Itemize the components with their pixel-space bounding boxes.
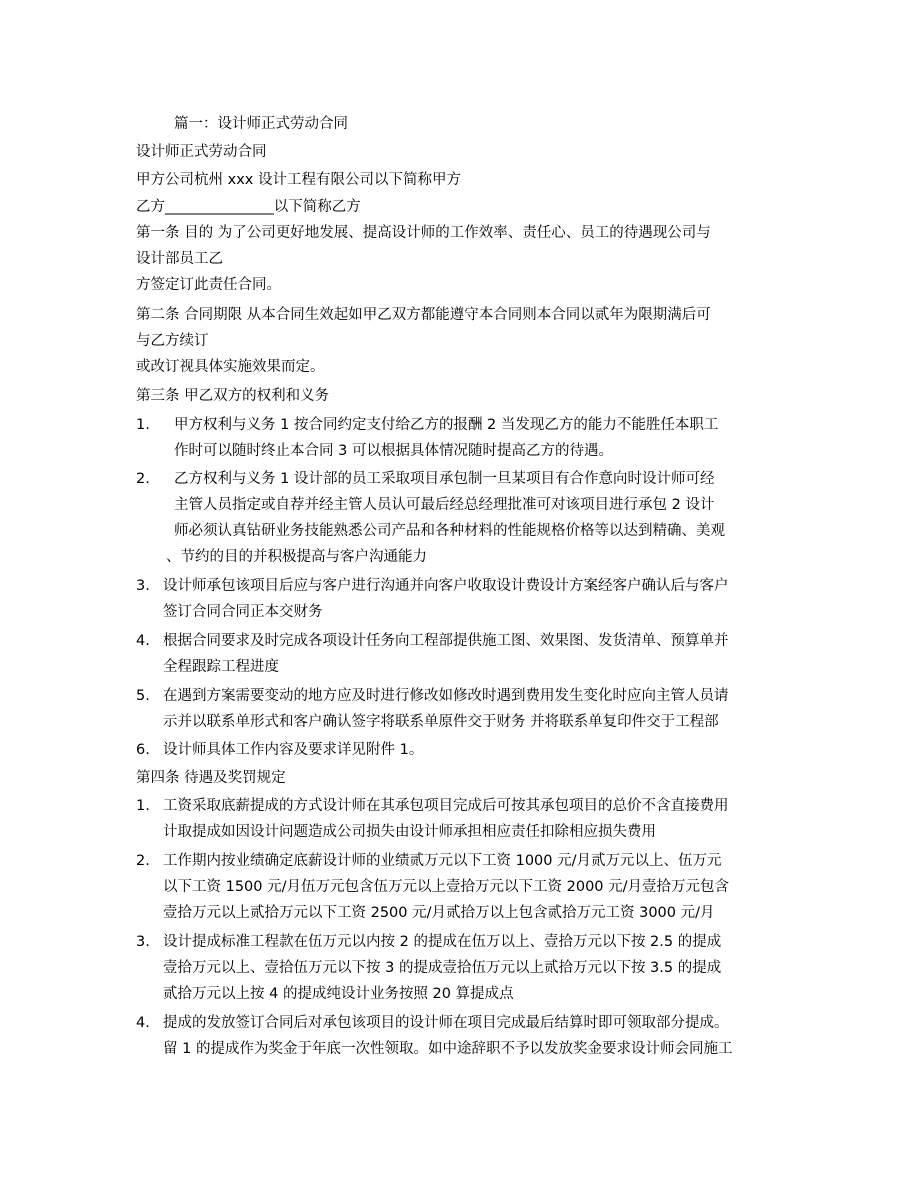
list-item-text: 主管人员指定或自荐并经主管人员认可最后经总经理批准可对该项目进行承包 2 设计 (174, 497, 715, 513)
article-3-title: 第三条 甲乙双方的权利和义务 (136, 388, 330, 404)
party-b-line: 乙方_______________以下简称乙方 (136, 199, 361, 215)
contract-title: 设计师正式劳动合同 (136, 144, 267, 160)
list-item-text: 工作期内按业绩确定底薪设计师的业绩贰万元以下工资 1000 元/月贰万元以上、伍万元 (163, 853, 722, 869)
list-item-text: 留 1 的提成作为奖金于年底一次性领取。如中途辞职不予以发放奖金要求设计师会同施工 (163, 1041, 733, 1057)
article-1-line-1: 第一条 目的 为了公司更好地发展、提高设计师的工作效率、责任心、员工的待遇现公司与 (136, 225, 711, 241)
list-item-text: 作时可以随时终止本合同 3 可以根据具体情况随时提高乙方的待遇。 (174, 443, 613, 459)
list-item-text: 师必须认真钻研业务技能熟悉公司产品和各种材料的性能规格价格等以达到精确、美观 (174, 523, 725, 539)
article-4-title: 第四条 待遇及奖罚规定 (136, 770, 286, 786)
list-item-number: 3. (136, 934, 150, 950)
article-1-line-3: 方签定订此责任合同。 (136, 277, 281, 293)
list-item-text: 签订合同合同正本交财务 (163, 604, 323, 620)
list-item-number: 1. (136, 417, 150, 433)
list-item-text: 壹拾万元以上、壹拾伍万元以下按 3 的提成壹拾伍万元以上贰拾万元以下按 3.5 的提成 (163, 960, 722, 976)
list-item-text: 计取提成如因设计问题造成公司损失由设计师承担相应责任扣除相应损失费用 (163, 824, 656, 840)
list-item-text: 设计师承包该项目后应与客户进行沟通并向客户收取设计费设计方案经客户确认后与客户 (163, 578, 729, 594)
list-item-number: 4. (136, 633, 150, 649)
list-item-text: 提成的发放签订合同后对承包该项目的设计师在项目完成最后结算时即可领取部分提成。 (163, 1015, 729, 1031)
list-item-number: 2. (136, 471, 150, 487)
list-item-text: 设计师具体工作内容及要求详见附件 1。 (163, 742, 424, 758)
list-item-number: 1. (136, 798, 150, 814)
list-item-number: 4. (136, 1015, 150, 1031)
article-2-line-1: 第二条 合同期限 从本合同生效起如甲乙双方都能遵守本合同则本合同以贰年为限期满后可 (136, 307, 711, 323)
article-1-line-2: 设计部员工乙 (136, 251, 223, 267)
list-item-text: 设计提成标准工程款在伍万元以内按 2 的提成在伍万以上、壹拾万元以下按 2.5 的提成 (163, 934, 722, 950)
list-item-text: 、节约的目的并积极提高与客户沟通能力 (166, 549, 427, 565)
party-a-line: 甲方公司杭州 xxx 设计工程有限公司以下简称甲方 (136, 172, 461, 188)
list-item-number: 3. (136, 578, 150, 594)
list-item-text: 贰拾万元以上按 4 的提成纯设计业务按照 20 算提成点 (163, 986, 514, 1002)
document-title: 篇一：设计师正式劳动合同 (174, 116, 348, 132)
article-2-line-3: 或改订视具体实施效果而定。 (136, 359, 325, 375)
list-item-text: 根据合同要求及时完成各项设计任务向工程部提供施工图、效果图、发货清单、预算单并 (163, 633, 729, 649)
list-item-text: 乙方权利与义务 1 设计部的员工采取项目承包制一旦某项目有合作意向时设计师可经 (174, 471, 715, 487)
list-item-number: 2. (136, 853, 150, 869)
list-item-number: 6. (136, 742, 150, 758)
list-item-text: 全程跟踪工程进度 (163, 659, 279, 675)
list-item-number: 5. (136, 688, 150, 704)
list-item-text: 示并以联系单形式和客户确认签字将联系单原件交于财务 并将联系单复印件交于工程部 (163, 714, 719, 730)
article-2-line-2: 与乙方续订 (136, 333, 209, 349)
list-item-text: 以下工资 1500 元/月伍万元包含伍万元以上壹拾万元以下工资 2000 元/月壹拾万元包含 (163, 879, 730, 895)
list-item-text: 壹拾万元以上贰拾万元以下工资 2500 元/月贰拾万以上包含贰拾万元工资 3000 元/月 (163, 905, 715, 921)
list-item-text: 甲方权利与义务 1 按合同约定支付给乙方的报酬 2 当发现乙方的能力不能胜任本职工 (174, 417, 719, 433)
list-item-text: 在遇到方案需要变动的地方应及时进行修改如修改时遇到费用发生变化时应向主管人员请 (163, 688, 729, 704)
list-item-text: 工资采取底薪提成的方式设计师在其承包项目完成后可按其承包项目的总价不含直接费用 (163, 798, 729, 814)
